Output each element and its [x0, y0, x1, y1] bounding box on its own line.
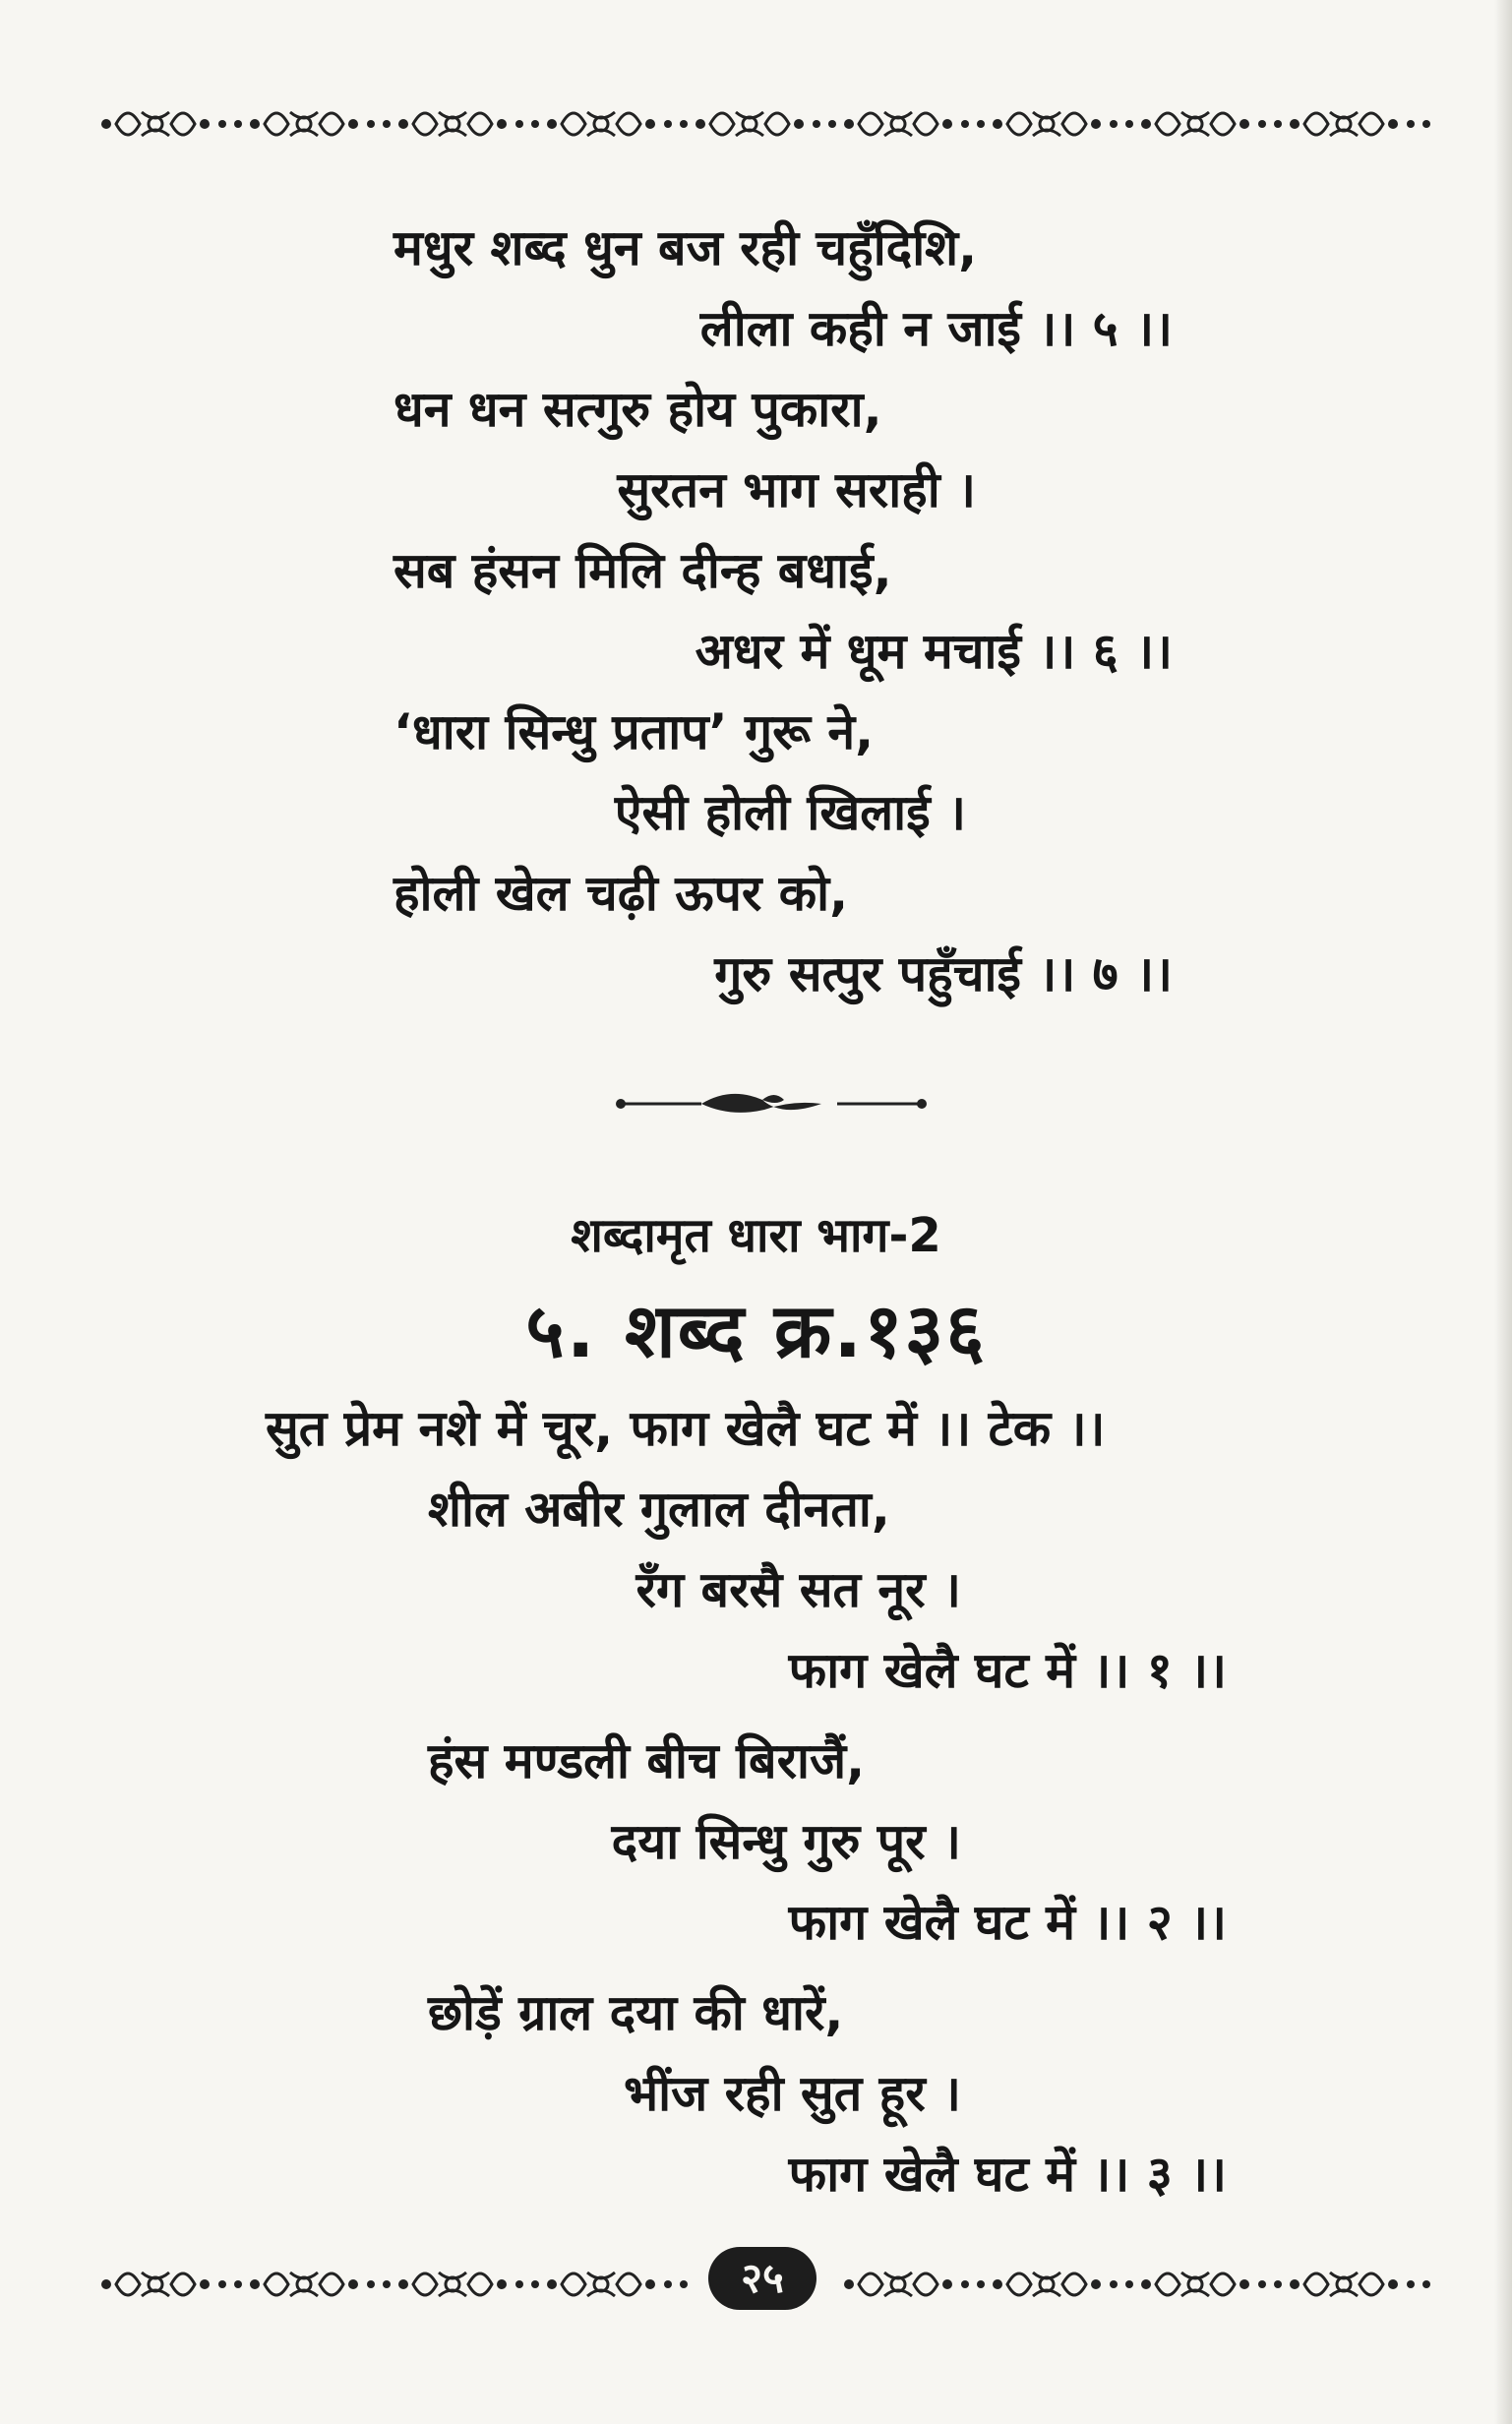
refrain-repeat: फाग खेलै घट में ।। ३ ।।	[788, 2146, 1227, 2203]
verse-line: सुरतन भाग सराही ।	[617, 461, 976, 518]
verse-line: गुरु सत्पुर पहुँचाई ।। ७ ।।	[714, 945, 1173, 1002]
verse-line: अधर में धूम मचाई ।। ६ ।।	[695, 623, 1173, 680]
verse-line: भींज रही सुत हूर ।	[623, 2065, 961, 2122]
verse-line: सब हंसन मिलि दीन्ह बधाई,	[393, 542, 892, 599]
page-edge-shadow	[1494, 0, 1512, 2424]
refrain-repeat: फाग खेलै घट में ।। २ ।।	[788, 1894, 1227, 1951]
series-heading: शब्दामृत धारा भाग-2	[571, 1208, 941, 1263]
refrain-line: सुत प्रेम नशे में चूर, फाग खेलै घट में ।। टेक ।।	[266, 1400, 1106, 1457]
shabd-title: ५. शब्द क्र.१३६	[525, 1287, 987, 1374]
verse-line: ऐसी होली खिलाई ।	[614, 784, 966, 841]
verse-line: मधुर शब्द धुन बज रही चहुँदिशि,	[393, 219, 978, 276]
verse-line: ‘धारा सिन्धु प्रताप’ गुरू ने,	[393, 703, 875, 760]
verse-line: शील अबीर गुलाल दीनता,	[428, 1481, 890, 1538]
verse-line: रँग बरसै सत नूर ।	[635, 1561, 961, 1618]
section-divider	[615, 1084, 928, 1123]
verse-line: होली खेल चढ़ी ऊपर को,	[393, 865, 849, 922]
top-ornamental-border	[98, 94, 1436, 153]
verse-line: छोड़ें ग्राल दया की धारें,	[428, 1984, 844, 2041]
page-number: २५	[708, 2247, 816, 2310]
refrain-repeat: फाग खेलै घट में ।। १ ।।	[788, 1642, 1227, 1699]
verse-line: दया सिन्धु गुरु पूर ।	[611, 1813, 961, 1870]
verse-line: धन धन सत्गुरु होय पुकारा,	[393, 381, 882, 438]
verse-line: हंस मण्डली बीच बिराजैं,	[428, 1732, 866, 1789]
verse-line: लीला कही न जाई ।। ५ ।।	[699, 300, 1173, 357]
